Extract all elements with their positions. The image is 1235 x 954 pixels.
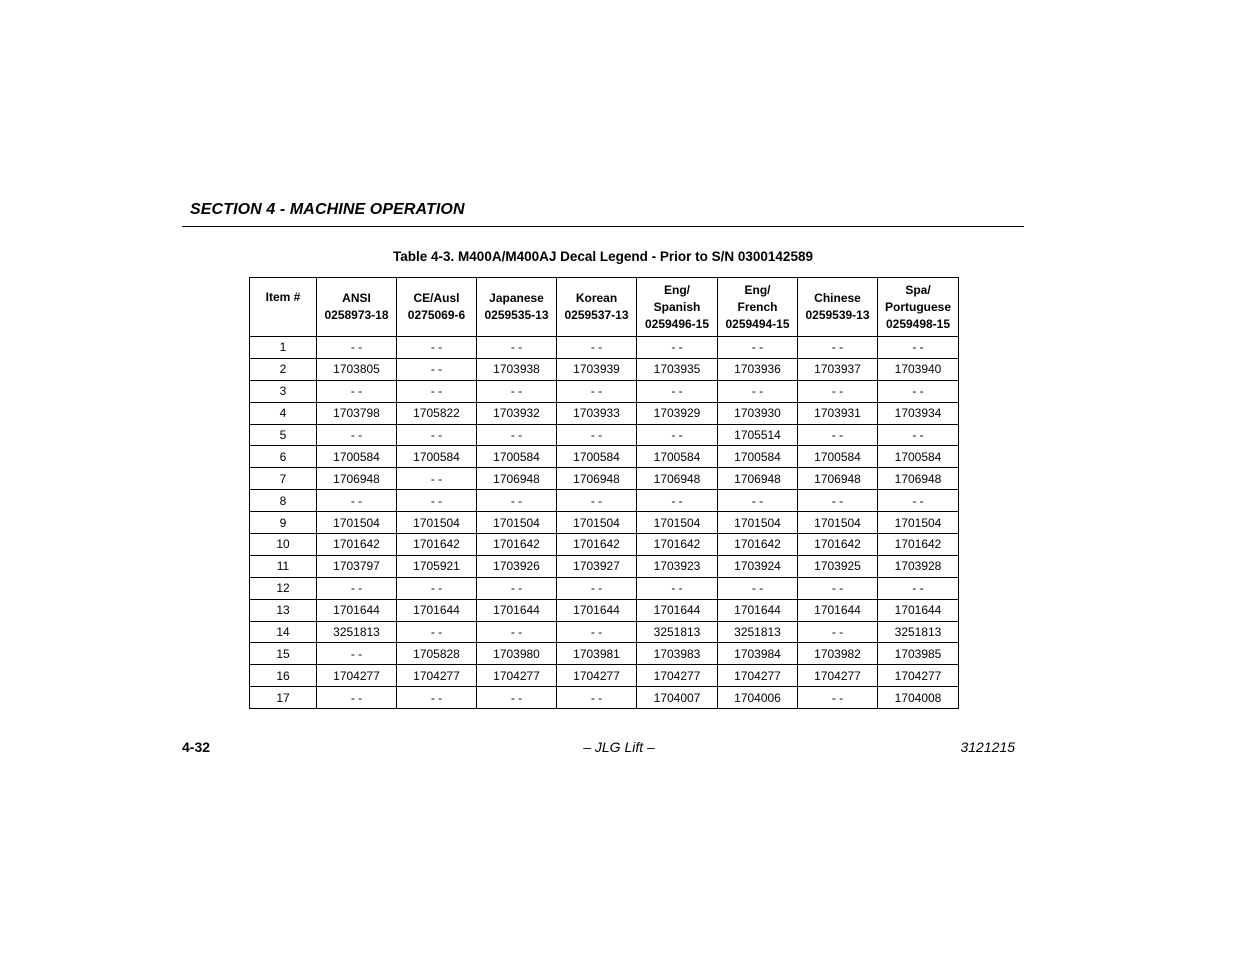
part-number-cell: 1703797: [317, 555, 397, 577]
part-number-cell: 1701644: [878, 599, 959, 621]
part-number-cell: 1703939: [557, 358, 637, 380]
part-number-cell: 1704277: [798, 665, 878, 687]
part-number-cell: 1703923: [637, 555, 718, 577]
part-number-cell: - -: [317, 424, 397, 446]
column-header-line: ANSI: [342, 291, 371, 305]
column-header: [317, 278, 397, 337]
column-header-line: 0259539-13: [805, 308, 870, 322]
item-number-cell: 8: [250, 490, 317, 512]
part-number-cell: 1703937: [798, 358, 878, 380]
table-row: [250, 468, 959, 490]
part-number-cell: 1701642: [798, 534, 878, 556]
part-number-cell: - -: [878, 577, 959, 599]
part-number-cell: - -: [317, 577, 397, 599]
table-header-row: [250, 278, 959, 337]
part-number-cell: 1703935: [637, 358, 718, 380]
column-header-line: Portuguese: [884, 299, 951, 314]
part-number-cell: 1703928: [878, 555, 959, 577]
part-number-cell: 1700584: [878, 446, 959, 468]
part-number-cell: 1700584: [718, 446, 798, 468]
part-number-cell: - -: [477, 490, 557, 512]
part-number-cell: - -: [557, 337, 637, 359]
table-body: [250, 337, 959, 709]
part-number-cell: 1704277: [878, 665, 959, 687]
part-number-cell: 1704277: [718, 665, 798, 687]
table-row: [250, 358, 959, 380]
column-header-line: Chinese: [814, 291, 861, 305]
item-number-cell: 2: [250, 358, 317, 380]
table-row: [250, 555, 959, 577]
column-header-line: Korean: [575, 291, 618, 305]
column-header-line: Spanish: [653, 299, 701, 314]
part-number-cell: 1700584: [557, 446, 637, 468]
part-number-cell: 3251813: [317, 621, 397, 643]
part-number-cell: 1706948: [557, 468, 637, 490]
column-header-item: [250, 278, 317, 337]
column-header: [397, 278, 477, 337]
part-number-cell: 1701644: [798, 599, 878, 621]
table-row: [250, 512, 959, 534]
part-number-cell: - -: [397, 490, 477, 512]
footer-brand: – JLG Lift –: [583, 739, 655, 755]
part-number-cell: 1701642: [557, 534, 637, 556]
table-row: [250, 687, 959, 709]
table-row: [250, 599, 959, 621]
part-number-cell: 1701504: [317, 512, 397, 534]
table-row: [250, 643, 959, 665]
part-number-cell: 1700584: [477, 446, 557, 468]
part-number-cell: 1701504: [637, 512, 718, 534]
column-header-line: 0258973-18: [324, 308, 389, 322]
part-number-cell: 1701504: [798, 512, 878, 534]
part-number-cell: 1701504: [878, 512, 959, 534]
part-number-cell: 1704007: [637, 687, 718, 709]
part-number-cell: 1703983: [637, 643, 718, 665]
part-number-cell: 1703934: [878, 402, 959, 424]
table-row: [250, 577, 959, 599]
part-number-cell: - -: [798, 687, 878, 709]
part-number-cell: 1703980: [477, 643, 557, 665]
part-number-cell: - -: [798, 380, 878, 402]
column-header-line: French: [737, 299, 778, 314]
part-number-cell: 1706948: [878, 468, 959, 490]
column-header: [637, 278, 718, 337]
table-title: Table 4-3. M400A/M400AJ Decal Legend - Prior to S/N 0300142589: [393, 249, 813, 264]
part-number-cell: - -: [878, 337, 959, 359]
item-number-cell: 3: [250, 380, 317, 402]
column-header-line: Item #: [265, 290, 301, 304]
column-header-line: Spa/: [905, 282, 931, 297]
part-number-cell: - -: [317, 643, 397, 665]
item-number-cell: 4: [250, 402, 317, 424]
part-number-cell: - -: [557, 577, 637, 599]
section-header: SECTION 4 - MACHINE OPERATION: [190, 201, 465, 218]
part-number-cell: 1701642: [477, 534, 557, 556]
document-number: 3121215: [960, 739, 1015, 755]
part-number-cell: 1705828: [397, 643, 477, 665]
column-header: [718, 278, 798, 337]
column-header-line: 0259535-13: [484, 308, 549, 322]
column-header-line: 0259494-15: [725, 316, 790, 331]
part-number-cell: 1701644: [317, 599, 397, 621]
part-number-cell: - -: [798, 424, 878, 446]
item-number-cell: 9: [250, 512, 317, 534]
part-number-cell: 1704008: [878, 687, 959, 709]
column-header: [798, 278, 878, 337]
item-number-cell: 6: [250, 446, 317, 468]
part-number-cell: 3251813: [637, 621, 718, 643]
part-number-cell: 1706948: [317, 468, 397, 490]
part-number-cell: 1704006: [718, 687, 798, 709]
part-number-cell: - -: [397, 687, 477, 709]
part-number-cell: - -: [317, 337, 397, 359]
part-number-cell: 1701642: [317, 534, 397, 556]
part-number-cell: 1704277: [397, 665, 477, 687]
part-number-cell: - -: [637, 380, 718, 402]
column-header: [477, 278, 557, 337]
part-number-cell: 1700584: [637, 446, 718, 468]
item-number-cell: 7: [250, 468, 317, 490]
part-number-cell: 1701644: [477, 599, 557, 621]
part-number-cell: 1701644: [637, 599, 718, 621]
part-number-cell: - -: [557, 490, 637, 512]
part-number-cell: - -: [718, 490, 798, 512]
part-number-cell: 1701642: [637, 534, 718, 556]
part-number-cell: 1704277: [637, 665, 718, 687]
part-number-cell: 1703932: [477, 402, 557, 424]
part-number-cell: 1703924: [718, 555, 798, 577]
table-row: [250, 534, 959, 556]
part-number-cell: - -: [798, 577, 878, 599]
part-number-cell: 1701642: [718, 534, 798, 556]
part-number-cell: 1703985: [878, 643, 959, 665]
item-number-cell: 10: [250, 534, 317, 556]
part-number-cell: - -: [637, 337, 718, 359]
item-number-cell: 16: [250, 665, 317, 687]
table-row: [250, 665, 959, 687]
part-number-cell: 1704277: [557, 665, 637, 687]
part-number-cell: - -: [397, 424, 477, 446]
part-number-cell: - -: [637, 577, 718, 599]
part-number-cell: 1703930: [718, 402, 798, 424]
part-number-cell: - -: [878, 380, 959, 402]
part-number-cell: - -: [397, 468, 477, 490]
part-number-cell: - -: [397, 358, 477, 380]
part-number-cell: - -: [477, 577, 557, 599]
part-number-cell: - -: [798, 621, 878, 643]
part-number-cell: - -: [878, 490, 959, 512]
part-number-cell: 1704277: [477, 665, 557, 687]
part-number-cell: 1701504: [557, 512, 637, 534]
part-number-cell: 1703984: [718, 643, 798, 665]
part-number-cell: 1703982: [798, 643, 878, 665]
part-number-cell: - -: [557, 424, 637, 446]
part-number-cell: - -: [477, 687, 557, 709]
column-header-line: 0259537-13: [564, 308, 629, 322]
table-row: [250, 621, 959, 643]
item-number-cell: 5: [250, 424, 317, 446]
part-number-cell: 1703933: [557, 402, 637, 424]
part-number-cell: - -: [557, 621, 637, 643]
part-number-cell: - -: [798, 337, 878, 359]
part-number-cell: 1701644: [557, 599, 637, 621]
part-number-cell: 1703929: [637, 402, 718, 424]
part-number-cell: 3251813: [718, 621, 798, 643]
item-number-cell: 17: [250, 687, 317, 709]
part-number-cell: 1705822: [397, 402, 477, 424]
part-number-cell: - -: [637, 424, 718, 446]
table-row: [250, 337, 959, 359]
part-number-cell: - -: [557, 380, 637, 402]
column-header-line: Eng/: [664, 282, 690, 297]
part-number-cell: 1706948: [477, 468, 557, 490]
table-row: [250, 402, 959, 424]
table-row: [250, 380, 959, 402]
part-number-cell: 1703981: [557, 643, 637, 665]
column-header: [557, 278, 637, 337]
decal-legend-table: [249, 277, 959, 709]
part-number-cell: - -: [718, 577, 798, 599]
part-number-cell: 1701644: [718, 599, 798, 621]
item-number-cell: 14: [250, 621, 317, 643]
part-number-cell: 1701642: [397, 534, 477, 556]
table-row: [250, 446, 959, 468]
column-header-line: 0259496-15: [644, 316, 710, 331]
column-header-line: Eng/: [744, 282, 771, 297]
part-number-cell: - -: [477, 424, 557, 446]
part-number-cell: - -: [317, 380, 397, 402]
part-number-cell: 1700584: [397, 446, 477, 468]
table-row: [250, 490, 959, 512]
page-number: 4-32: [182, 739, 211, 755]
part-number-cell: 1700584: [317, 446, 397, 468]
part-number-cell: - -: [557, 687, 637, 709]
part-number-cell: 1703938: [477, 358, 557, 380]
item-number-cell: 12: [250, 577, 317, 599]
part-number-cell: 1703931: [798, 402, 878, 424]
part-number-cell: - -: [397, 380, 477, 402]
part-number-cell: - -: [317, 490, 397, 512]
part-number-cell: - -: [317, 687, 397, 709]
part-number-cell: 1700584: [798, 446, 878, 468]
part-number-cell: - -: [397, 621, 477, 643]
column-header-line: 0275069-6: [407, 308, 466, 322]
part-number-cell: - -: [397, 577, 477, 599]
part-number-cell: - -: [477, 337, 557, 359]
part-number-cell: - -: [718, 337, 798, 359]
part-number-cell: 1706948: [637, 468, 718, 490]
column-header: [878, 278, 959, 337]
part-number-cell: 1703805: [317, 358, 397, 380]
part-number-cell: - -: [637, 490, 718, 512]
part-number-cell: - -: [798, 490, 878, 512]
part-number-cell: - -: [878, 424, 959, 446]
header-divider: [182, 226, 1024, 227]
item-number-cell: 15: [250, 643, 317, 665]
table-row: [250, 424, 959, 446]
column-header-line: Japanese: [489, 291, 544, 305]
part-number-cell: 1706948: [718, 468, 798, 490]
part-number-cell: 1703926: [477, 555, 557, 577]
part-number-cell: 1703927: [557, 555, 637, 577]
part-number-cell: 1703940: [878, 358, 959, 380]
part-number-cell: - -: [477, 380, 557, 402]
part-number-cell: 1701642: [878, 534, 959, 556]
part-number-cell: 1705514: [718, 424, 798, 446]
part-number-cell: 1703798: [317, 402, 397, 424]
item-number-cell: 1: [250, 337, 317, 359]
part-number-cell: 3251813: [878, 621, 959, 643]
part-number-cell: 1706948: [798, 468, 878, 490]
part-number-cell: 1703936: [718, 358, 798, 380]
part-number-cell: 1704277: [317, 665, 397, 687]
part-number-cell: 1701644: [397, 599, 477, 621]
part-number-cell: 1703925: [798, 555, 878, 577]
part-number-cell: 1705921: [397, 555, 477, 577]
part-number-cell: 1701504: [397, 512, 477, 534]
part-number-cell: - -: [718, 380, 798, 402]
column-header-line: 0259498-15: [885, 316, 951, 331]
part-number-cell: 1701504: [718, 512, 798, 534]
part-number-cell: - -: [397, 337, 477, 359]
item-number-cell: 11: [250, 555, 317, 577]
item-number-cell: 13: [250, 599, 317, 621]
column-header-line: CE/Ausl: [413, 291, 460, 305]
part-number-cell: - -: [477, 621, 557, 643]
part-number-cell: 1701504: [477, 512, 557, 534]
